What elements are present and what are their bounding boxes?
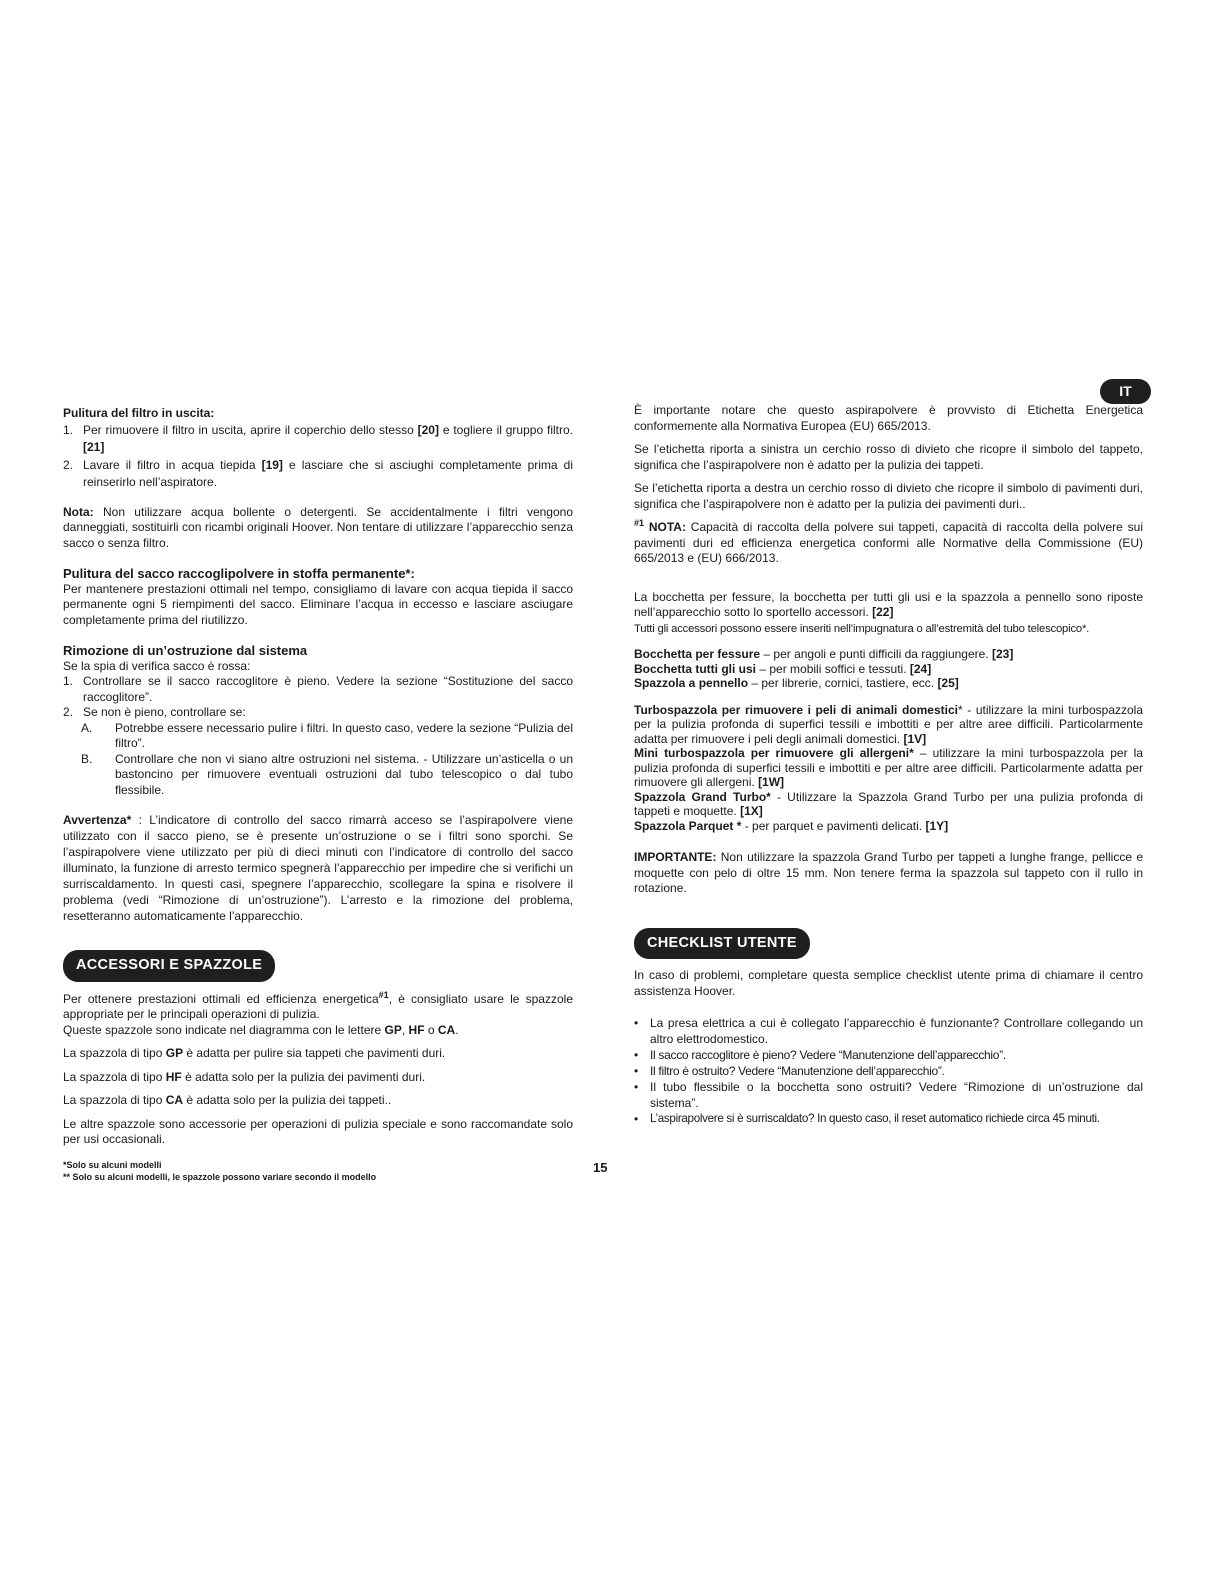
- checklist-item: • Il filtro è ostruito? Vedere “Manutenzione dell’apparecchio”.: [634, 1064, 945, 1078]
- energy-paragraph: Se l’etichetta riporta a sinistra un cerchio rosso di divieto che ricopre il simbolo del tappeto, significa che l’aspirapolvere non è adatto per la pulizia dei tappeti.: [634, 442, 1143, 472]
- brush-hf: La spazzola di tipo HF è adatta solo per la pulizia dei pavimenti duri.: [63, 1069, 426, 1084]
- checklist-section-title: CHECKLIST UTENTE: [634, 928, 810, 960]
- turbo-item: Turbospazzola per rimuovere i peli di animali domestici* - utilizzare la mini turbospazzola per la pulizia profonda di superfici tessili e imbottiti e per altre aree difficili. Particolarmente adatta per rimuovere i peli degli animali domestici. [1V]: [634, 702, 1144, 746]
- tool-item: Bocchetta per fessure – per angoli e punti difficili da raggiungere. [23]: [634, 647, 1014, 661]
- checklist-item: • L’aspirapolvere si è surriscaldato? In questo caso, il reset automatico richiede circa 45 minuti.: [634, 1112, 1100, 1126]
- left-column: [63, 406, 573, 1148]
- blockage-substep: A. Potrebbe essere necessario pulire i filtri. In questo caso, vedere la sezione “Pulizia del filtro”.: [81, 720, 573, 750]
- blockage-substep: B. Controllare che non vi siano altre ostruzioni nel sistema. - Utilizzare un’asticella o un bastoncino per rimuovere eventuali ostruzioni dal tubo telescopico o dal tubo flessibile.: [81, 751, 573, 797]
- turbo-item: Spazzola Grand Turbo* - Utilizzare la Spazzola Grand Turbo per una pulizia profonda di tappeti e moquette. [1X]: [634, 789, 1144, 818]
- energy-note: $^{\#1}$ NOTA: Capacità di raccolta della polvere sui tappeti, capacità di raccolta della polvere sui pavimenti duri ed efficienza energetica conformi alle Normative della Commissione (EU) 665/2013 e (EU) 666/2013.: [634, 518, 1144, 565]
- bag-text: Per mantenere prestazioni ottimali nel tempo, consigliamo di lavare con acqua tiepida il sacco permanente ogni 5 riempimenti del sacco. Eliminare l’acqua in eccesso e lasciare asciugare completamente prima del riutilizzo.: [63, 581, 573, 627]
- checklist-intro: In caso di problemi, completare questa semplice checklist utente prima di chiamare il centro assistenza Hoover.: [634, 968, 1143, 998]
- right-column: [634, 403, 1143, 1127]
- filter-step: 1. Per rimuovere il filtro in uscita, aprire il coperchio dello stesso [20] e togliere il gruppo filtro. [21]: [63, 422, 573, 454]
- accessories-section-title: ACCESSORI E SPAZZOLE: [63, 950, 275, 982]
- filter-step: 2. Lavare il filtro in acqua tiepida [19] e lasciare che si asciughi completamente prima di reinserirlo nell’aspiratore.: [63, 457, 574, 489]
- storage-paragraph: La bocchetta per fessure, la bocchetta per tutti gli usi e la spazzola a pennello sono riposte nell’apparecchio sotto lo sportello accessori. [22] Tutti gli accessori possono essere inseriti nell’impugnatura o all’estremità del tubo telescopico*.: [634, 589, 1143, 635]
- turbo-item: Mini turbospazzola per rimuovere gli allergeni* – utilizzare la mini turbospazzola per la pulizia profonda di superfici tessili e imbottiti e per altre aree difficili. Particolarmente adatta per rimuovere gli allergeni. [1W]: [634, 746, 1143, 789]
- tools-list: [634, 647, 1143, 691]
- energy-paragraph: Se l’etichetta riporta a destra un cerchio rosso di divieto che ricopre il simbolo di pavimenti duri, significa che l’aspirapolvere non è adatto per la pulizia dei pavimenti duri..: [634, 481, 1143, 511]
- language-badge: IT: [1100, 379, 1151, 404]
- blockage-intro: Se la spia di verifica sacco è rossa:: [63, 658, 251, 673]
- checklist-item: • Il sacco raccoglitore è pieno? Vedere “Manutenzione dell’apparecchio”.: [634, 1048, 1006, 1062]
- blockage-substeps: [63, 721, 573, 799]
- page-number: 15: [593, 1160, 608, 1175]
- brush-gp: La spazzola di tipo GP è adatta per pulire sia tappeti che pavimenti duri.: [63, 1046, 446, 1060]
- checklist: [634, 1015, 1143, 1127]
- turbo-list: [634, 703, 1143, 834]
- footnote: ** Solo su alcuni modelli, le spazzole possono variare secondo il modello: [63, 1172, 377, 1182]
- checklist-item: • Il tubo flessibile o la bocchetta sono ostruiti? Vedere “Rimozione di un’ostruzione dal sistema”.: [634, 1080, 1143, 1110]
- blockage-step: 1. Controllare se il sacco raccoglitore è pieno. Vedere la sezione “Sostituzione del sacco raccoglitore”.: [63, 674, 573, 704]
- footnote: *Solo su alcuni modelli: [63, 1160, 162, 1170]
- blockage-step: 2. Se non è pieno, controllare se:: [63, 705, 246, 719]
- tool-item: Spazzola a pennello – per librerie, cornici, tastiere, ecc. [25]: [634, 676, 959, 690]
- filter-steps: [63, 422, 573, 492]
- blockage-heading: Rimozione di un’ostruzione dal sistema: [63, 643, 308, 658]
- brush-other: Le altre spazzole sono accessorie per operazioni di pulizia speciale e sono raccomandate solo per usi occasionali.: [63, 1116, 573, 1146]
- filter-note: Nota: Non utilizzare acqua bollente o detergenti. Se accidentalmente i filtri vengono danneggiati, sostituirli con ricambi originali Hoover. Non tentare di utilizzare l’apparecchio senza sacco o senza filtro.: [63, 504, 573, 550]
- checklist-item: • La presa elettrica a cui è collegato l’apparecchio è funzionante? Controllare collegando un altro elettrodomestico.: [634, 1016, 1143, 1046]
- bag-heading: Pulitura del sacco raccoglipolvere in stoffa permanente*:: [63, 566, 415, 581]
- warning-paragraph: Avvertenza* : L’indicatore di controllo del sacco rimarrà acceso se l’aspirapolvere viene utilizzato con il sacco pieno, se è presente un’ostruzione o se i filtri sono sporchi. Se l’aspirapolvere viene utilizzato per più di dieci minuti con l’indicatore di controllo del sacco illuminato, la funzione di arresto termico spegnerà l’apparecchio per impedire che si verifichi un surriscaldamento. In questi casi, spegnere l’apparecchio, scollegare la spina e risolvere il problema (vedi “Rimozione di un’ostruzione”). L’arresto e la rimozione del problema, resetteranno automaticamente l’apparecchio.: [63, 813, 573, 923]
- tool-item: Bocchetta tutti gli usi – per mobili soffici e tessuti. [24]: [634, 661, 932, 676]
- energy-paragraph: È importante notare che questo aspirapolvere è provvisto di Etichetta Energetica conformemente alla Normativa Europea (EU) 665/2013.: [634, 403, 1143, 433]
- footnotes: [63, 1159, 376, 1183]
- important-note: IMPORTANTE: Non utilizzare la spazzola Grand Turbo per tappeti a lunghe frange, pellicce e moquette con pelo di oltre 15 mm. Non tenere ferma la spazzola sul tappeto con il rullo in rotazione.: [634, 850, 1143, 895]
- filter-heading: Pulitura del filtro in uscita:: [63, 406, 215, 420]
- accessories-intro: Per ottenere prestazioni ottimali ed efficienza energetica$^{\#1}$, è consigliato usare le spazzole appropriate per le principali operazioni di pulizia. Queste spazzole sono indicate nel diagramma con le lettere GP, HF o CA.: [63, 989, 573, 1037]
- blockage-steps: [63, 674, 573, 721]
- brush-ca: La spazzola di tipo CA è adatta solo per la pulizia dei tappeti..: [63, 1093, 392, 1107]
- turbo-item: Spazzola Parquet * - per parquet e pavimenti delicati. [1Y]: [634, 818, 949, 833]
